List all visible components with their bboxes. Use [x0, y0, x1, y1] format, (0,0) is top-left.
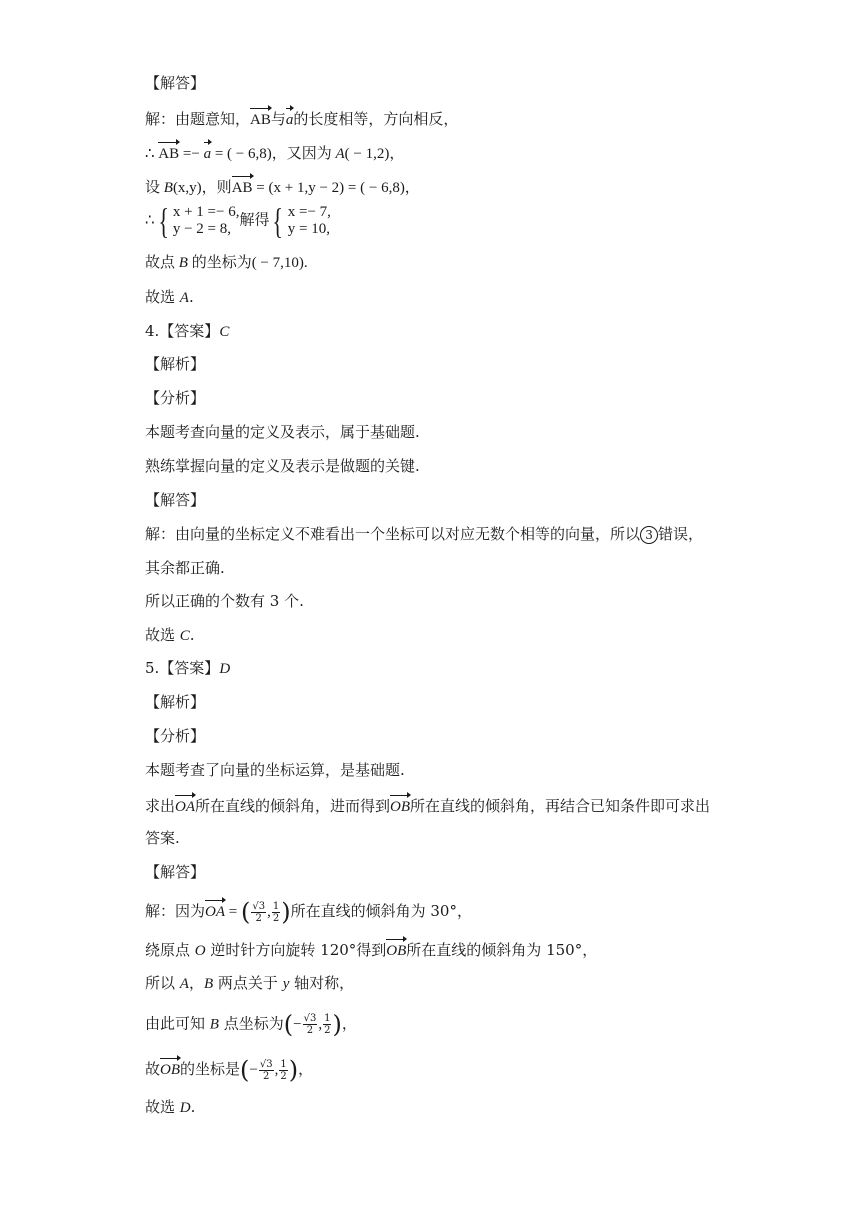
vector-ob: OB: [386, 938, 406, 961]
fraction: $\frac{√3}{2}$: [252, 900, 266, 924]
fraction: $\frac{√3}{2}$: [259, 1058, 273, 1082]
solution-line: 设 B(x,y)，则AB = (x + 1,y − 2) = ( − 6,8)，: [145, 175, 420, 198]
fraction: $\frac{√3}{2}$: [303, 1013, 317, 1036]
solution-line: 由此可知 B 点坐标为(− $\frac{√3}{2}$ , $\frac{1}{2}$ )，: [145, 1010, 357, 1039]
text-line: 求出OA所在直线的倾斜角，进而得到OB所在直线的倾斜角，再结合已知条件即可求出: [145, 794, 710, 817]
solution-line: 故OB的坐标是(− $\frac{√3}{2}$ , $\frac{1}{2}$ )，: [145, 1056, 314, 1084]
text-line: 本题考查向量的定义及表示，属于基础题.: [145, 423, 420, 441]
fraction: $\frac{1}{2}$: [272, 900, 280, 924]
text-line: 答案.: [145, 829, 180, 847]
solution-line: 故点 B 的坐标为( − 7,10).: [145, 255, 308, 271]
vector-ab: AB: [250, 107, 271, 130]
text-line: 所以正确的个数有 3 个.: [145, 592, 304, 610]
vector-oa: OA: [205, 899, 225, 922]
equation-system: { x + 1 =− 6, y − 2 = 8,: [158, 201, 240, 241]
vector-a: a: [286, 107, 294, 130]
text-line: 本题考查了向量的坐标运算，是基础题.: [145, 761, 405, 779]
equation-solution: { x =− 7, y = 10,: [272, 201, 331, 241]
question-4-answer: 4.【答案】C: [145, 322, 230, 340]
section-heading-answer: 【解答】: [145, 863, 206, 881]
text-line: 其余都正确.: [145, 559, 225, 577]
fraction: $\frac{1}{2}$: [280, 1058, 287, 1082]
solution-line: 解：由题意知，AB与a的长度相等，方向相反，: [145, 107, 458, 130]
section-heading-analysis: 【解析】: [145, 355, 206, 373]
final-choice: 故选 D.: [145, 1098, 196, 1116]
solution-line: 绕原点 O 逆时针方向旋转 120°得到OB所在直线的倾斜角为 150°，: [145, 938, 597, 961]
final-choice: 故选 C.: [145, 626, 195, 644]
final-choice: 故选 A.: [145, 288, 194, 306]
vector-ab: AB: [158, 141, 179, 164]
vector-ab: AB: [232, 175, 253, 198]
section-heading-reasoning: 【分析】: [145, 727, 206, 745]
solution-line: 解：由向量的坐标定义不难看出一个坐标可以对应无数个相等的向量，所以 3 错误，: [145, 525, 704, 543]
circled-number: 3: [640, 526, 658, 544]
solution-line: 解：因为OA = ( $\frac{√3}{2}$ , $\frac{1}{2}$ )所在直线的倾斜角为 30°，: [145, 898, 472, 926]
vector-a: a: [204, 141, 212, 164]
section-heading-answer: 【解答】: [145, 74, 206, 92]
solution-line: 所以 A，B 两点关于 y 轴对称，: [145, 974, 355, 992]
section-heading-analysis: 【解析】: [145, 693, 206, 711]
vector-ob: OB: [390, 794, 410, 817]
section-heading-answer: 【解答】: [145, 491, 206, 509]
solution-line: ∴ AB =− a = ( − 6,8)，又因为 A( − 1,2)，: [145, 141, 404, 164]
fraction: $\frac{1}{2}$: [324, 1013, 331, 1036]
vector-ob: OB: [160, 1057, 180, 1080]
text-line: 熟练掌握向量的定义及表示是做题的关键.: [145, 457, 420, 475]
section-heading-reasoning: 【分析】: [145, 389, 206, 407]
vector-oa: OA: [175, 794, 195, 817]
equation-system-line: ∴ { x + 1 =− 6, y − 2 = 8, 解得 { x =− 7, y = 10,: [145, 201, 331, 241]
question-5-answer: 5.【答案】D: [145, 659, 231, 677]
